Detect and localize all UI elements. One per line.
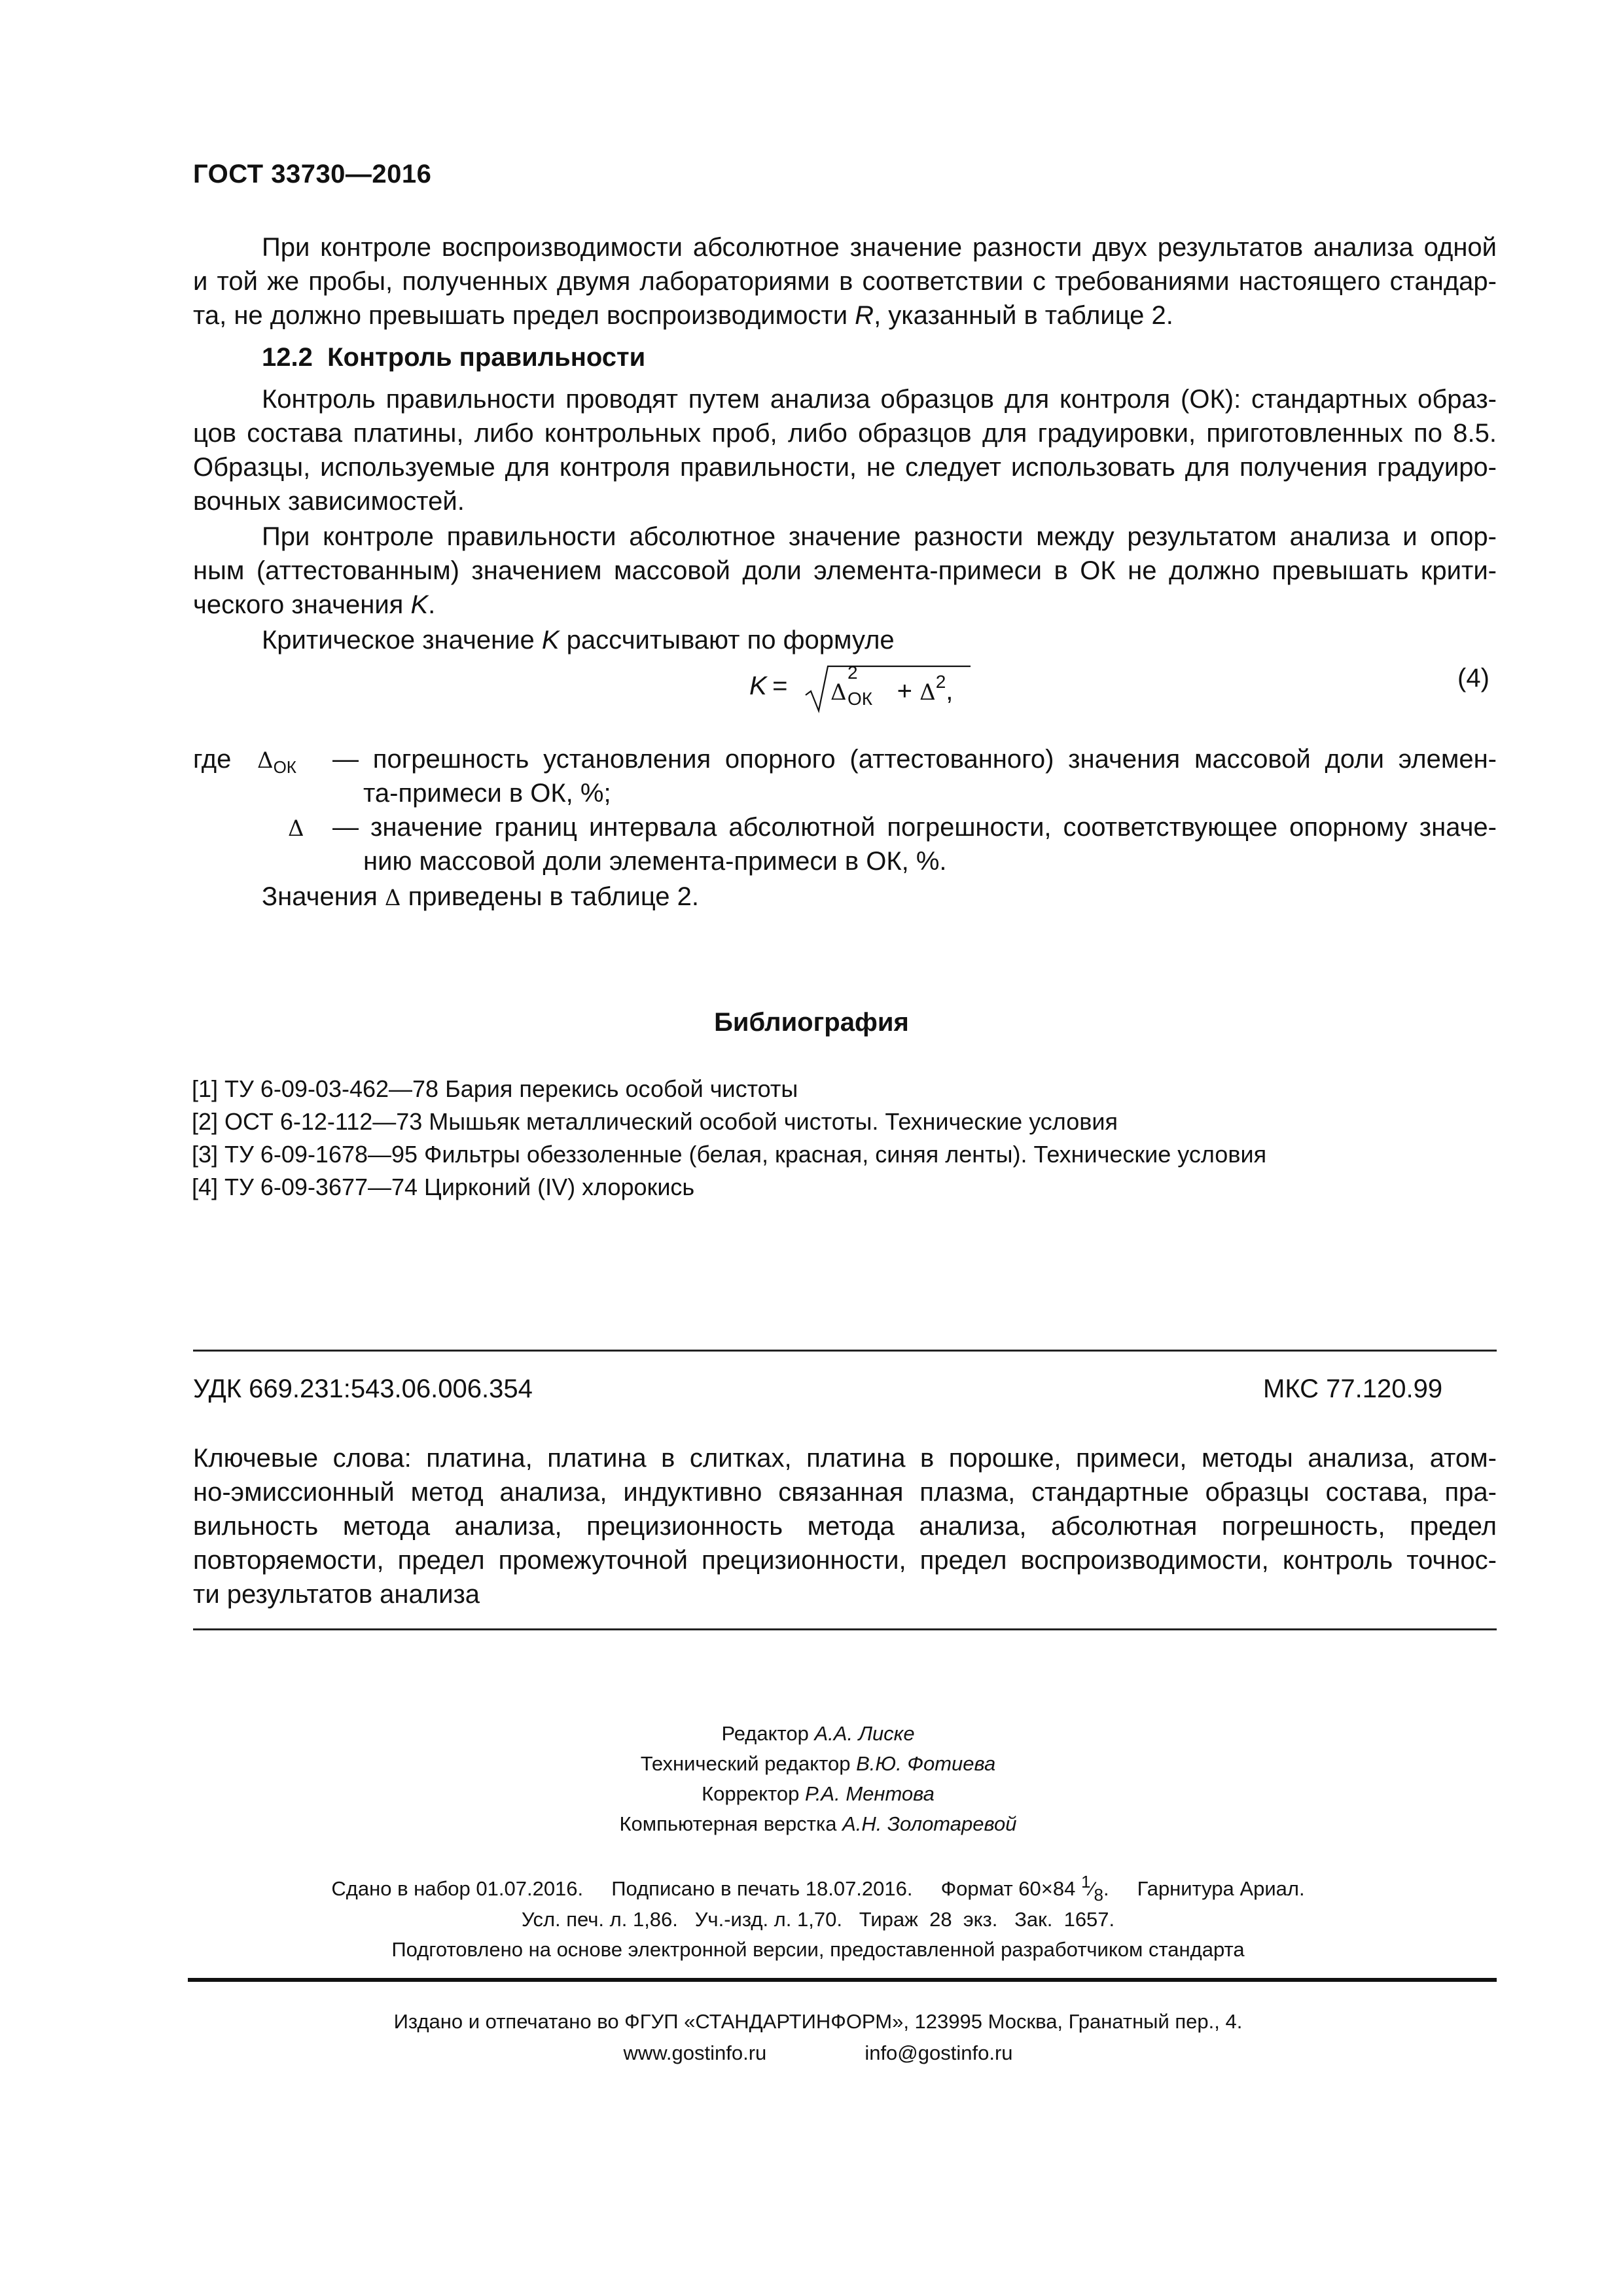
publisher-contacts	[7, 2038, 1623, 2068]
paragraph-line: При контроле правильности абсолютное значение разности между результатом анализа и опор-	[262, 522, 1497, 551]
paragraph-line: Контроль правильности проводят путем анализа образцов для контроля (ОК): стандартных образ-	[262, 385, 1497, 414]
bibliography-item: [3] ТУ 6-09-1678—95 Фильтры обеззоленные (белая, красная, синяя ленты). Технические условия	[192, 1141, 1267, 1168]
bibliography-title: Библиография	[714, 1008, 909, 1037]
keywords-line: вильность метода анализа, прецизионность метода анализа, абсолютная погрешность, предел	[193, 1512, 1497, 1541]
symbol-delta: Δ	[288, 816, 304, 842]
publisher-line: Издано и отпечатано во ФГУП «СТАНДАРТИНФОРМ», 123995 Москва, Гранатный пер., 4.	[393, 2010, 1243, 2033]
divider	[193, 1350, 1497, 1352]
bibliography-item: [2] ОСТ 6-12-112—73 Мышьяк металлический особой чистоты. Технические условия	[192, 1108, 1118, 1135]
imprint-line: Сдано в набор 01.07.2016. Подписано в печать 18.07.2016. Формат 60×84 $^1⁄_8$. Гарнитура Ариал.	[331, 1872, 1305, 1905]
credit-tech-editor: Технический редактор В.Ю. Фотиева	[640, 1752, 996, 1775]
imprint-line: Подготовлено на основе электронной версии, предоставленной разработчиком стандарта	[391, 1938, 1245, 1961]
paragraph-line: и той же пробы, полученных двумя лабораториями в соответствии с требованиями настоящего стандар-	[193, 267, 1497, 296]
keywords-line: повторяемости, предел промежуточной прецизионности, предел воспроизводимости, контроль точнос-	[193, 1546, 1497, 1575]
formula-number: (4)	[1457, 664, 1489, 692]
credit-corrector: Корректор Р.А. Ментова	[702, 1782, 935, 1805]
divider	[193, 1628, 1497, 1630]
document-code: ГОСТ 33730—2016	[193, 160, 432, 188]
bibliography-item: [1] ТУ 6-09-03-462—78 Бария перекись особой чистоты	[192, 1075, 798, 1102]
email-link[interactable]: info@gostinfo.ru	[865, 2041, 1013, 2064]
where-word: где	[193, 745, 232, 774]
paragraph-line: Образцы, используемые для контроля правильности, не следует использовать для получения градуиро-	[193, 453, 1497, 482]
formula-radicand: Δ 2 ОК + $\Delta^2$,	[830, 662, 954, 709]
credit-editor: Редактор А.А. Лиске	[721, 1722, 915, 1745]
credit-layout: Компьютерная верстка А.Н. Золотаревой	[619, 1812, 1017, 1835]
paragraph-line: При контроле воспроизводимости абсолютное значение разности двух результатов анализа одной	[262, 233, 1497, 262]
paragraph-line: та, не должно превышать предел воспроизводимости R, указанный в таблице 2.	[193, 301, 1173, 330]
symbol-delta-ok: $\Delta_{ОК}$	[257, 747, 296, 777]
paragraph-line: вочных зависимостей.	[193, 487, 465, 516]
formula-equals: =	[765, 672, 795, 700]
paragraph-line: цов состава платины, либо контрольных проб, либо образцов для градуировки, приготовленных по 8.5.	[193, 419, 1497, 448]
website-link[interactable]: www.gostinfo.ru	[623, 2041, 767, 2064]
paragraph-line: ным (аттестованным) значением массовой доли элемента-примеси в ОК не должно превышать крити-	[193, 556, 1497, 585]
paragraph-line: Критическое значение K рассчитывают по формуле	[262, 626, 895, 655]
keywords-line: но-эмиссионный метод анализа, индуктивно связанная плазма, стандартные образцы состава, пра-	[193, 1478, 1497, 1507]
formula-lhs: K	[749, 672, 767, 700]
formula	[749, 662, 972, 715]
keywords-line: Ключевые слова: платина, платина в слитках, платина в порошке, примеси, методы анализа, атом-	[193, 1444, 1497, 1473]
definition-line: та-примеси в ОК, %;	[363, 779, 611, 808]
imprint-line: Усл. печ. л. 1,86. Уч.-изд. л. 1,70. Тираж 28 экз. Зак. 1657.	[521, 1908, 1115, 1931]
section-number: 12.2	[262, 343, 313, 372]
bibliography-item: [4] ТУ 6-09-3677—74 Цирконий (IV) хлорокись	[192, 1174, 695, 1200]
definition-line: — погрешность установления опорного (аттестованного) значения массовой доли элемен-	[332, 745, 1497, 774]
definition-line: нию массовой доли элемента-примеси в ОК, %.	[363, 847, 947, 876]
udk-code: УДК 669.231:543.06.006.354	[193, 1374, 533, 1403]
keywords-line: ти результатов анализа	[193, 1580, 480, 1609]
paragraph-line: ческого значения K.	[193, 590, 436, 619]
divider-thick	[188, 1978, 1497, 1982]
section-title: Контроль правильности	[327, 343, 646, 372]
definition-line: — значение границ интервала абсолютной погрешности, соответствующее опорному значе-	[332, 813, 1497, 842]
section-heading	[262, 340, 1565, 374]
mks-code: МКС 77.120.99	[1263, 1374, 1443, 1403]
paragraph-line: Значения Δ приведены в таблице 2.	[262, 882, 700, 911]
